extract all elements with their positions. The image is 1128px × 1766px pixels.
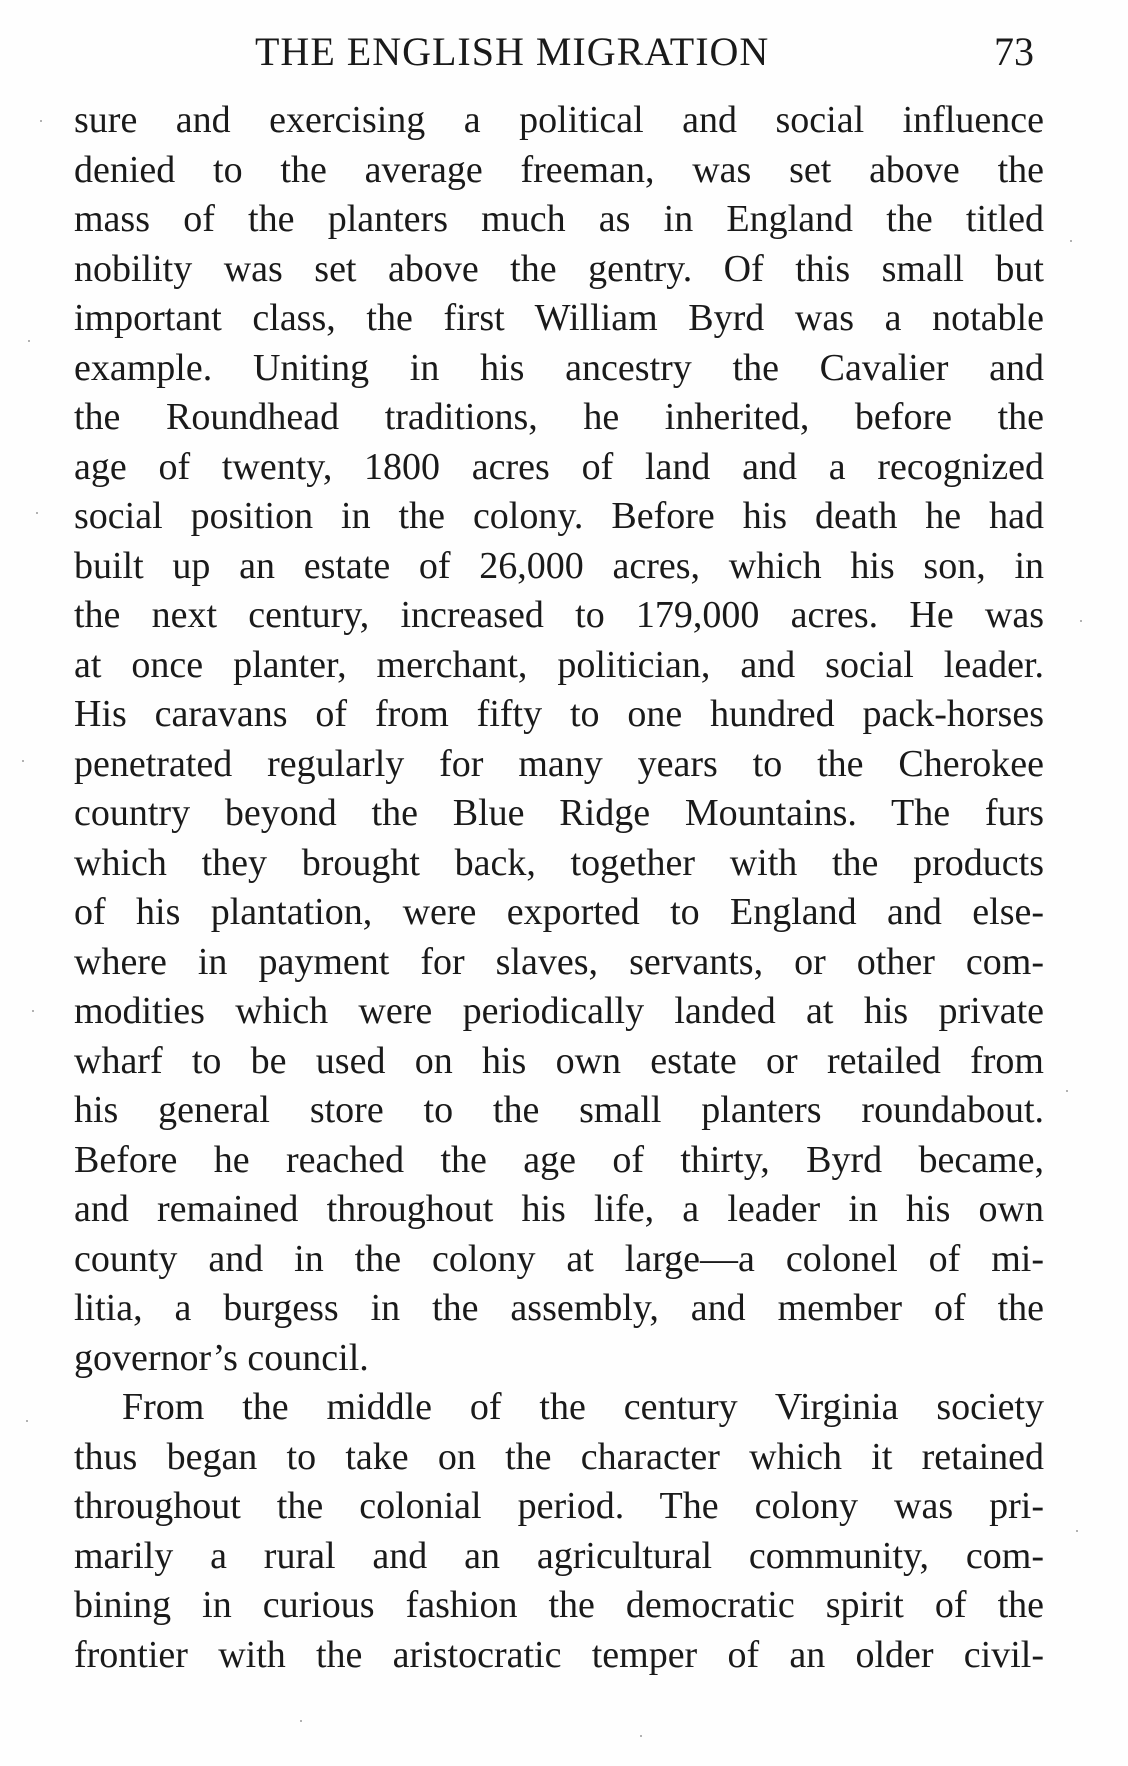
text-line: From the middle of the century Virginia society bbox=[122, 1386, 1044, 1428]
text-line: penetrated regularly for many years to the Cherokee bbox=[74, 742, 1044, 785]
text-line: thus began to take on the character which it retained bbox=[74, 1435, 1044, 1478]
text-line: country beyond the Blue Ridge Mountains. The furs bbox=[74, 792, 1044, 834]
paragraph-2 bbox=[74, 1383, 1044, 1680]
scan-speck bbox=[640, 1735, 642, 1737]
text-line: built up an estate of 26,000 acres, which his son, in bbox=[74, 544, 1044, 587]
text-line: which they brought back, together with the products bbox=[74, 841, 1044, 884]
scan-speck bbox=[300, 1720, 302, 1722]
text-line: modities which were periodically landed at his private bbox=[74, 990, 1044, 1032]
running-head: THE ENGLISH MIGRATION bbox=[255, 29, 770, 74]
text-line: age of twenty, 1800 acres of land and a recognized bbox=[74, 445, 1044, 488]
scan-speck bbox=[22, 760, 24, 762]
text-line: example. Uniting in his ancestry the Cavalier and bbox=[74, 346, 1044, 389]
page-number: 73 bbox=[994, 29, 1034, 74]
text-line: His caravans of from fifty to one hundred pack-horses bbox=[74, 693, 1044, 735]
text-line: county and in the colony at large—a colonel of mi- bbox=[74, 1237, 1044, 1280]
text-line: mass of the planters much as in England the titled bbox=[74, 198, 1044, 240]
text-line: the next century, increased to 179,000 acres. He was bbox=[74, 594, 1044, 636]
scan-speck bbox=[1070, 240, 1072, 242]
text-line: of his plantation, were exported to England and else- bbox=[74, 891, 1044, 933]
text-line: sure and exercising a political and social influence bbox=[74, 99, 1044, 141]
scan-speck bbox=[1066, 1090, 1068, 1092]
scan-speck bbox=[32, 1010, 34, 1012]
text-line: marily a rural and an agricultural community, com- bbox=[74, 1534, 1044, 1577]
scan-speck bbox=[28, 340, 30, 342]
text-line: denied to the average freeman, was set above the bbox=[74, 148, 1044, 191]
text-line: important class, the first William Byrd was a notable bbox=[74, 297, 1044, 339]
text-line: Before he reached the age of thirty, Byrd became, bbox=[74, 1138, 1044, 1181]
scan-speck bbox=[36, 512, 38, 514]
scan-speck bbox=[26, 1420, 28, 1422]
text-line: bining in curious fashion the democratic spirit of the bbox=[74, 1584, 1044, 1626]
scan-speck bbox=[40, 120, 42, 122]
text-line: where in payment for slaves, servants, or other com- bbox=[74, 940, 1044, 983]
text-line: governor’s council. bbox=[74, 1336, 369, 1379]
text-line: the Roundhead traditions, he inherited, before the bbox=[74, 396, 1044, 438]
scan-speck bbox=[1076, 1530, 1078, 1532]
body-text bbox=[74, 96, 1044, 1680]
page-header bbox=[0, 24, 1128, 84]
text-line: social position in the colony. Before his death he had bbox=[74, 495, 1044, 537]
text-line: throughout the colonial period. The colony was pri- bbox=[74, 1485, 1044, 1527]
text-line: frontier with the aristocratic temper of an older civil- bbox=[74, 1633, 1044, 1676]
text-line: litia, a burgess in the assembly, and member of the bbox=[74, 1287, 1044, 1329]
text-line: wharf to be used on his own estate or retailed from bbox=[74, 1039, 1044, 1082]
text-line: his general store to the small planters roundabout. bbox=[74, 1089, 1044, 1131]
paragraph-1 bbox=[74, 96, 1044, 1383]
scan-speck bbox=[1080, 620, 1082, 622]
text-line: at once planter, merchant, politician, and social leader. bbox=[74, 643, 1044, 686]
text-line: nobility was set above the gentry. Of this small but bbox=[74, 247, 1044, 290]
text-line: and remained throughout his life, a leader in his own bbox=[74, 1188, 1044, 1230]
